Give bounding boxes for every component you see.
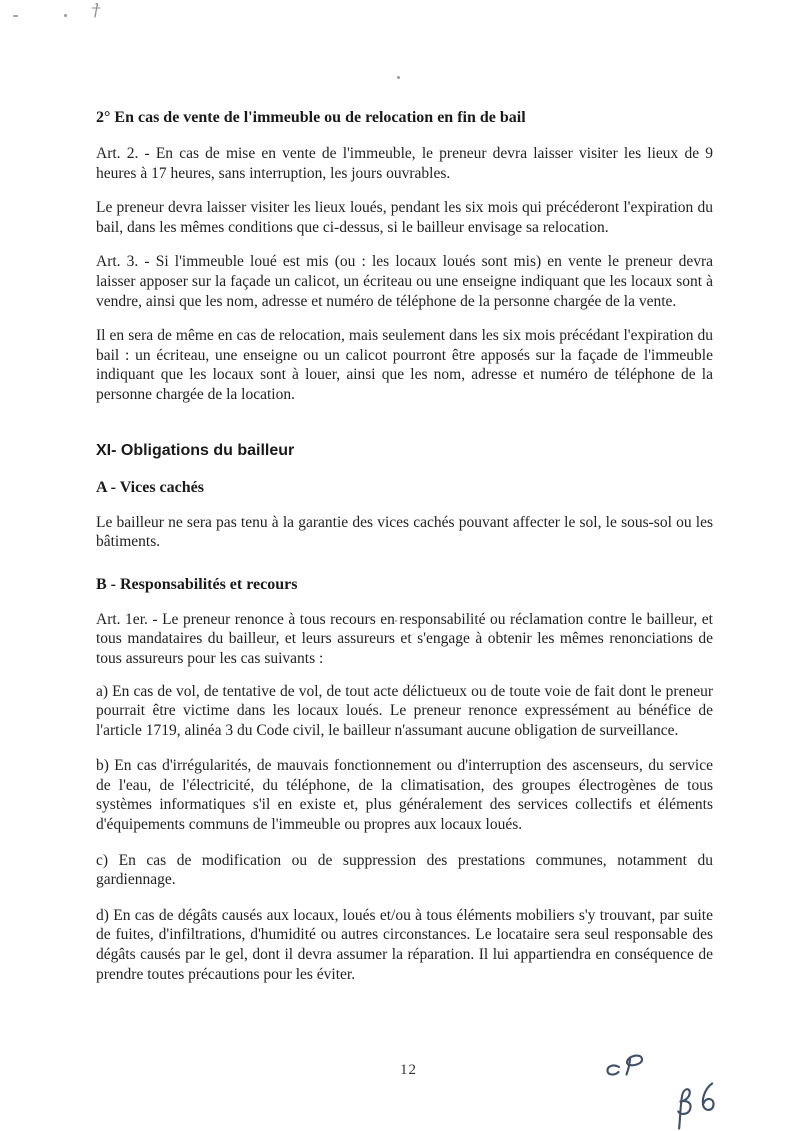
paragraph-art2: Art. 2. - En cas de mise en vente de l'immeuble, le preneur devra laisser visiter les lieux de 9 heures à 17 heures, sans interruption, les jours ouvrables. bbox=[96, 145, 713, 182]
paragraph-item-a: a) En cas de vol, de tentative de vol, de tout acte délictueux ou de toute voie de fait dont le preneur pourrait être victime dans les locaux loués. Le preneur renonce expressément au bénéfice de l'article 1719, alinéa 3 du Code civil, le bailleur n'assumant aucune obligation de surveillance. bbox=[96, 682, 713, 739]
paragraph-item-c: c) En cas de modification ou de suppression des prestations communes, notamment du gardiennage. bbox=[96, 851, 713, 889]
document-content bbox=[96, 108, 713, 984]
section-2-heading: 2° En cas de vente de l'immeuble ou de relocation en fin de bail bbox=[96, 109, 526, 126]
paragraph-art3: Art. 3. - Si l'immeuble loué est mis (ou : les locaux loués sont mis) en vente le preneur devra laisser apposer sur la façade un calicot, un écriteau ou une enseigne indiquant que les locaux sont à vendre, ainsi que les nom, adresse et numéro de téléphone de la personne chargée de la vente. bbox=[96, 253, 713, 310]
sub-a-heading: A - Vices cachés bbox=[96, 478, 204, 496]
paragraph-relocation: Il en sera de même en cas de relocation, mais seulement dans les six mois précédant l'expiration du bail : un écriteau, une enseigne ou un calicot pourront être apposés sur la façade de l'immeuble indiquant que les locaux sont à louer, ainsi que les nom, adresse et numéro de téléphone de la personne chargée de la location. bbox=[96, 327, 713, 403]
paragraph-art1er: Art. 1er. - Le preneur renonce à tous recours en responsabilité ou réclamation contre le bailleur, et tous mandataires du bailleur, et leurs assureurs et s'engage à obtenir les mêmes renonciations de tous assureurs pour les cas suivants : bbox=[96, 610, 713, 667]
section-xi-heading: XI- Obligations du bailleur bbox=[96, 441, 295, 459]
scan-speck bbox=[13, 15, 18, 17]
paragraph-item-b: b) En cas d'irrégularités, de mauvais fonctionnement ou d'interruption des ascenseurs, du service de l'eau, de l'électricité, du téléphone, de la climatisation, des groupes électrogènes de tous systèmes informatiques s'il en existe et, plus généralement des services collectifs et éléments d'équipements communs de l'immeuble ou propres aux locaux loués. bbox=[96, 757, 713, 834]
handwritten-cp-mark bbox=[596, 1050, 658, 1092]
paragraph-visite: Le preneur devra laisser visiter les lieux loués, pendant les six mois qui précéderont l'expiration du bail, dans les mêmes conditions que ci-dessus, si le bailleur envisage sa relocation. bbox=[96, 199, 713, 236]
scan-mark-dagger bbox=[89, 2, 103, 20]
page-number: 12 bbox=[400, 1062, 417, 1078]
scan-speck bbox=[397, 76, 400, 79]
sub-b-heading: B - Responsabilités et recours bbox=[96, 575, 298, 593]
scan-speck bbox=[64, 14, 67, 17]
paragraph-item-d: d) En cas de dégâts causés aux locaux, loués et/ou à tous éléments mobiliers s'y trouvant, par suite de fuites, d'infiltrations, d'humidité ou autres circonstances. Le locataire sera seul responsable des dégâts causés par le gel, dont il devra assumer la réparation. Il lui appartiendra en conséquence de prendre toutes précautions pour les éviter. bbox=[96, 906, 713, 983]
handwritten-b6-mark bbox=[662, 1078, 730, 1131]
paragraph-vices-caches: Le bailleur ne sera pas tenu à la garantie des vices cachés pouvant affecter le sol, le sous-sol ou les bâtiments. bbox=[96, 513, 713, 551]
